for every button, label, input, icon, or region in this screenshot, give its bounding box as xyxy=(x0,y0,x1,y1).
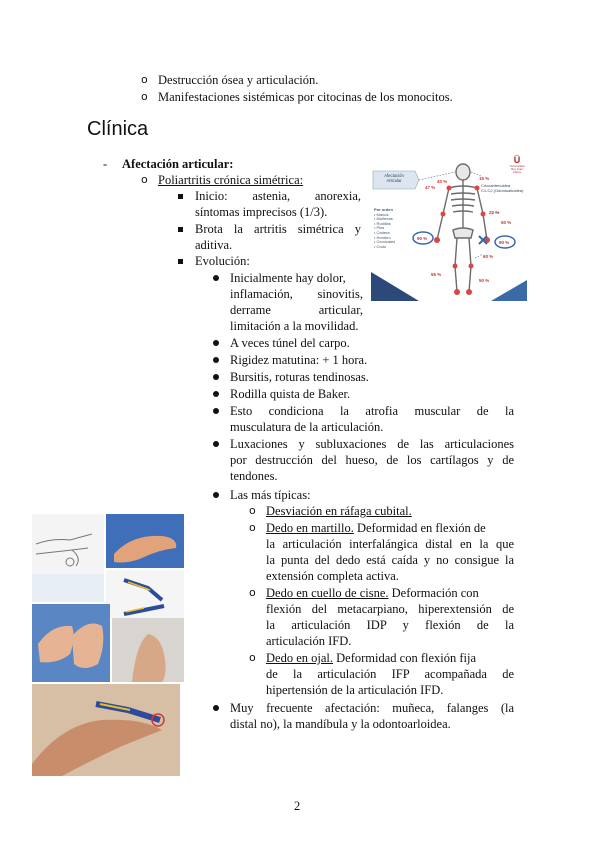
por-orden-item: • Pies xyxy=(374,225,385,231)
tipicas: Las más típicas: xyxy=(230,488,311,502)
item-1: A veces túnel del carpo. xyxy=(230,336,350,350)
diagram-title xyxy=(375,173,413,183)
bullet-square xyxy=(178,227,183,232)
bullet-dot xyxy=(213,374,219,380)
logo-line-2: Rey Juan Carlos xyxy=(511,167,523,174)
bullet-square xyxy=(178,194,183,199)
pct-label: 20 % xyxy=(489,210,500,215)
pct-label: 60 % xyxy=(483,254,494,259)
cisne-line-2: flexión del metacarpiano, hiperextensión de xyxy=(266,602,514,616)
martillo-line-2: la articulación interfalángica distal en la que xyxy=(266,537,514,551)
bullet-dot xyxy=(213,357,219,363)
bullet-dot xyxy=(213,408,219,414)
bullet-dot xyxy=(213,705,219,711)
logo-line-1: Universidad xyxy=(509,164,525,168)
section-title: Clínica xyxy=(87,118,149,140)
diagram-title-2: Articular xyxy=(386,178,402,183)
sub-heading: Poliartritis crónica simétrica: xyxy=(158,173,304,187)
pct-label: 50 % xyxy=(501,220,512,225)
pct-label: 90 % xyxy=(499,240,510,245)
ojal-line-1 xyxy=(266,650,476,666)
atrofia-line-2: musculatura de la articulación. xyxy=(230,420,384,434)
cisne-line-4: articulación IFD. xyxy=(266,634,352,648)
bullet-o: o xyxy=(141,173,148,186)
luxaciones-line-3: tendones. xyxy=(230,469,278,483)
martillo-text: Deformidad en flexión de xyxy=(353,521,486,535)
item-4: Rodilla quista de Baker. xyxy=(230,387,351,401)
martillo-line-3: la punta del dedo está caída y no consigue la xyxy=(266,553,514,567)
por-orden-item: • Manos xyxy=(374,211,389,217)
pct-label: 90 % xyxy=(417,236,428,241)
por-orden-item: • Cervicales xyxy=(374,239,396,245)
bullet-o: o xyxy=(141,90,148,103)
martillo-line-4: extensión completa activa. xyxy=(266,569,399,583)
rafaga: Desviación en ráfaga cubital. xyxy=(266,504,412,518)
university-logo xyxy=(509,156,525,174)
inicial-line-4: limitación a la movilidad. xyxy=(230,319,359,333)
ojal-text: Deformidad con flexión fija xyxy=(333,651,477,665)
ojal-line-2: de la articulación IFP acompañada de xyxy=(266,667,514,681)
por-orden-title: Por orden xyxy=(374,207,393,212)
por-orden-item: • Hombro xyxy=(374,234,391,240)
crico-line-2: C1-C2 (Odontoatloidea) xyxy=(481,187,524,193)
martillo-title: Dedo en martillo. xyxy=(266,521,354,535)
inicio-line-2: síntomas imprecisos (1/3). xyxy=(195,205,328,219)
cisne-line-3: la articulación IDP y flexión de la xyxy=(266,618,514,632)
pct-label: 47 % xyxy=(425,185,436,190)
skeleton-diagram xyxy=(371,154,527,301)
bullet-o: o xyxy=(141,73,148,86)
top-item-2: Manifestaciones sistémicas por citocinas de los monocitos. xyxy=(158,90,453,104)
hand-deformity-collage xyxy=(32,514,184,776)
ojal-line-3: hipertensión de la articulación IFD. xyxy=(266,683,444,697)
bullet-o: o xyxy=(249,521,256,534)
pct-label: 50 % xyxy=(479,278,490,283)
bullet-dot xyxy=(213,340,219,346)
atrofia-line-1: Esto condiciona la atrofia muscular de la xyxy=(230,404,514,418)
bullet-dot xyxy=(213,441,219,447)
bullet-o: o xyxy=(249,651,256,664)
por-orden-list xyxy=(374,208,395,249)
logo-mark-icon: Ü xyxy=(513,155,521,165)
frecuente-line-2: distal no), la mandíbula y la odontoarloidea. xyxy=(230,717,451,731)
brota-line-2: aditiva. xyxy=(195,238,233,252)
pct-label: 55 % xyxy=(431,272,442,277)
item-3: Bursitis, roturas tendinosas. xyxy=(230,370,369,384)
bullet-square xyxy=(178,259,183,264)
luxaciones-line-2: por destrucción del hueso, de los cartílagos y de xyxy=(230,453,514,467)
inicial-line-2: inflamación, sinovitis, xyxy=(230,287,363,301)
top-item-1: Destrucción ósea y articulación. xyxy=(158,73,319,87)
bullet-o: o xyxy=(249,586,256,599)
luxaciones-line-1: Luxaciones y subluxaciones de las articulaciones xyxy=(230,437,514,451)
evolucion: Evolución: xyxy=(195,254,250,268)
heading: Afectación articular: xyxy=(122,157,234,171)
inicio-line-1: Inicio: astenia, anorexia, xyxy=(195,189,361,203)
inicial-line-1: Inicialmente hay dolor, xyxy=(230,271,346,285)
crico-line-1: Cricoaritenoidea xyxy=(481,183,511,188)
por-orden-item: • Muñecas xyxy=(374,216,393,222)
inicial-line-3: derrame articular, xyxy=(230,303,363,317)
bullet-dot xyxy=(213,275,219,281)
ojal-title: Dedo en ojal. xyxy=(266,651,333,665)
bullet-dot xyxy=(213,492,219,498)
cisne-line-1 xyxy=(266,585,479,601)
por-orden-item: • Codo xyxy=(374,243,387,249)
pct-label: 40 % xyxy=(437,179,448,184)
martillo-line-1 xyxy=(266,520,486,536)
page-number: 2 xyxy=(294,799,301,813)
cisne-title: Dedo en cuello de cisne. xyxy=(266,586,389,600)
crico-label xyxy=(481,184,523,193)
por-orden-item: • Rodillas xyxy=(374,220,391,226)
bullet-o: o xyxy=(249,504,256,517)
por-orden-item: • Cadera xyxy=(374,229,390,235)
diagram-title-1: Afectación xyxy=(384,173,404,178)
cisne-text: Deformación con xyxy=(388,586,479,600)
frecuente-line-1: Muy frecuente afectación: muñeca, falanges (la xyxy=(230,701,514,715)
item-2: Rigidez matutina: + 1 hora. xyxy=(230,353,368,367)
bullet-dot xyxy=(213,391,219,397)
brota-line-1: Brota la artritis simétrica y xyxy=(195,222,361,236)
pct-label: 15 % xyxy=(479,176,490,181)
dash: - xyxy=(103,157,108,171)
